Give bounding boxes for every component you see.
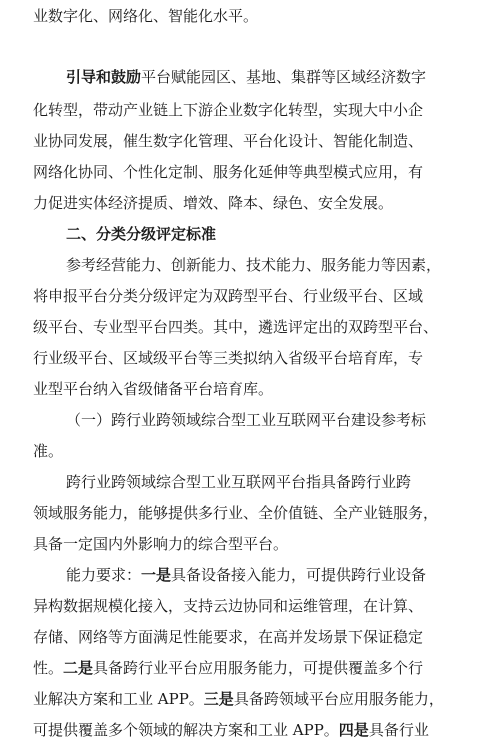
section-heading xyxy=(66,224,485,244)
text-run: 业解决方案和工业 APP。 xyxy=(33,690,204,708)
text-line xyxy=(33,6,485,26)
text-run: 行业级平台、区域级平台等三类拟纳入省级平台培育库，专 xyxy=(33,349,424,367)
text-run: 业协同发展，催生数字化管理、平台化设计、智能化制造、 xyxy=(33,132,424,150)
text-run: 力促进实体经济提质、增效、降本、绿色、安全发展。 xyxy=(33,194,394,212)
text-line xyxy=(33,286,485,306)
text-run: 性。 xyxy=(33,659,64,677)
text-line xyxy=(66,255,485,275)
bold-marker: 四是 xyxy=(338,721,369,739)
text-run: 具备一定国内外影响力的综合型平台。 xyxy=(33,535,289,553)
text-line xyxy=(66,472,485,492)
bold-lead: 引导和鼓励 xyxy=(66,68,142,86)
heading-text: 二、分类分级评定标准 xyxy=(66,225,217,243)
text-line xyxy=(33,131,485,151)
text-line xyxy=(33,162,485,182)
text-line xyxy=(66,67,485,87)
text-run: 将申报平台分类分级评定为双跨型平台、行业级平台、区域 xyxy=(33,287,424,305)
text-line xyxy=(33,627,485,647)
text-run: 能力要求： xyxy=(66,566,142,584)
text-run: 业型平台纳入省级储备平台培育库。 xyxy=(33,380,274,398)
bold-marker: 一是 xyxy=(141,566,172,584)
text-run: 具备跨领域平台应用服务能力， xyxy=(233,690,444,708)
text-run: 平台赋能园区、基地、集群等区域经济数字 xyxy=(141,68,427,86)
text-line xyxy=(33,534,485,554)
text-line xyxy=(33,379,485,399)
subsection-heading xyxy=(66,410,485,430)
text-run: 化转型，带动产业链上下游企业数字化转型，实现大中小企 xyxy=(33,101,424,119)
text-line xyxy=(33,503,485,523)
text-line xyxy=(33,658,485,678)
text-line xyxy=(33,596,485,616)
text-run: 异构数据规模化接入，支持云边协同和运维管理，在计算、 xyxy=(33,597,424,615)
text-line xyxy=(33,689,485,709)
text-run: 参考经营能力、创新能力、技术能力、服务能力等因素， xyxy=(66,256,442,274)
bold-marker: 二是 xyxy=(63,659,94,677)
text-line xyxy=(66,565,485,585)
text-run: 具备行业 xyxy=(368,721,429,739)
text-run: 业数字化、网络化、智能化水平。 xyxy=(33,7,259,25)
text-line xyxy=(33,720,485,740)
text-run: 存储、网络等方面满足性能要求，在高并发场景下保证稳定 xyxy=(33,628,424,646)
text-run: 准。 xyxy=(33,442,64,460)
text-run: 跨行业跨领域综合型工业互联网平台指具备跨行业跨 xyxy=(66,473,412,491)
heading-text: （一）跨行业跨领域综合型工业互联网平台建设参考标 xyxy=(66,411,427,429)
text-run: 可提供覆盖多个领域的解决方案和工业 APP。 xyxy=(33,721,339,739)
text-run: 具备设备接入能力，可提供跨行业设备 xyxy=(171,566,427,584)
bold-marker: 三是 xyxy=(203,690,234,708)
text-run: 具备跨行业平台应用服务能力，可提供覆盖多个行 xyxy=(93,659,424,677)
text-line xyxy=(33,100,485,120)
text-run: 领域服务能力，能够提供多行业、全价值链、全产业链服务， xyxy=(33,504,439,522)
text-run: 网络化协同、个性化定制、服务化延伸等典型模式应用，有 xyxy=(33,163,424,181)
text-line xyxy=(33,193,485,213)
text-run: 级平台、专业型平台四类。其中，遴选评定出的双跨型平台、 xyxy=(33,318,439,336)
text-line xyxy=(33,441,485,461)
text-line xyxy=(33,348,485,368)
text-line xyxy=(33,317,485,337)
